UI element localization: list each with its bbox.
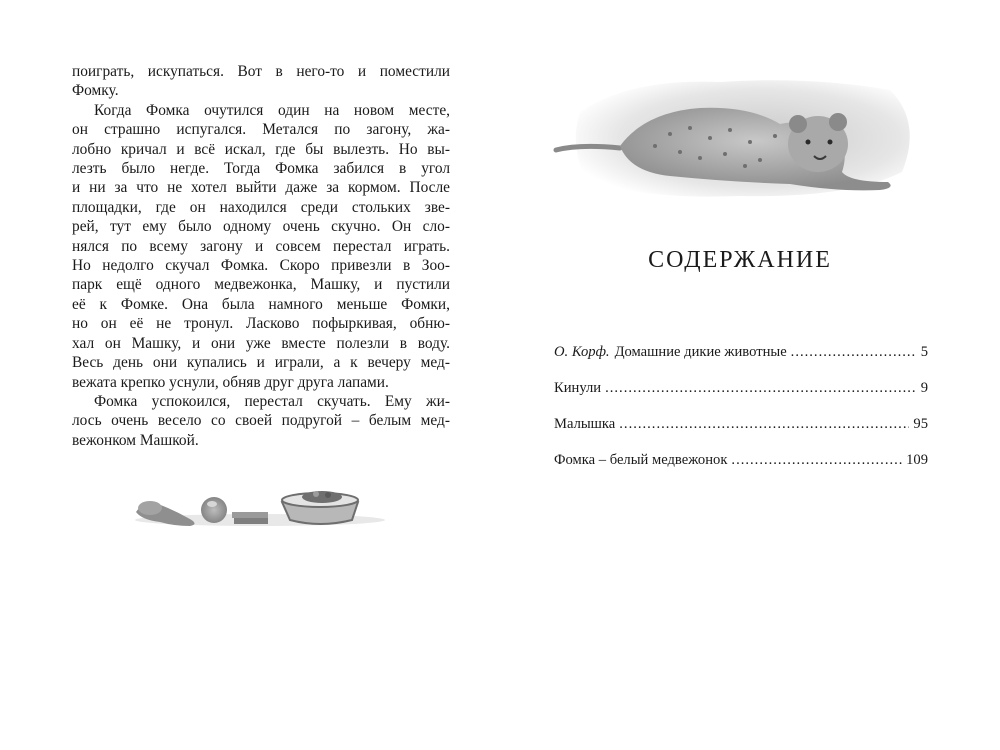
toc-entry[interactable] (554, 380, 928, 416)
cub-illustration (550, 72, 930, 207)
text-line: рей, тут ему было одному очень скучно. Он сло- (72, 218, 450, 236)
toc-entry[interactable] (554, 344, 928, 380)
text-line: её к Фомке. Она была намного меньше Фомки, (72, 295, 450, 313)
toc-page-number: 5 (920, 344, 928, 360)
text-line: лось очень весело со своей подругой – белым мед- (72, 412, 450, 430)
text-line: лобно кричал и всё искал, где бы вылезть. Но вы- (72, 140, 450, 158)
toc-entry[interactable] (554, 416, 928, 452)
toc-title: Домашние дикие животные (614, 344, 787, 360)
toc-leader (619, 416, 909, 433)
text-line: он страшно испугался. Метался по загону, жа- (72, 121, 450, 139)
toc-page-number: 109 (906, 452, 928, 468)
text-line: Фомка успокоился, перестал скучать. Ему жи- (94, 392, 450, 410)
text-line: хал он Машку, и они уже вместе полезли в воду. (72, 334, 450, 352)
text-line: но он её не тронул. Ласково пофыркивая, обню- (72, 315, 450, 333)
text-line: лезть было негде. Тогда Фомка забился в угол (72, 160, 450, 178)
text-line: поиграть, искупаться. Вот в него-то и поместили (72, 63, 450, 80)
text-line: парк ещё одного медвежонка, Машку, и пустили (72, 276, 450, 294)
text-line: Фомку. (72, 82, 119, 100)
text-line: и ни за что не хотел выйти даже за кормом. После (72, 179, 450, 197)
text-line: Весь день они купались и играли, а к вечеру мед- (72, 354, 450, 372)
text-line: Но недолго скучал Фомка. Скоро привезли в Зоо- (72, 257, 450, 275)
toc-entry[interactable] (554, 452, 928, 488)
text-line: вежонком Машкой. (72, 431, 199, 449)
food-bowl-illustration (130, 482, 390, 532)
text-line: вежата крепко уснули, обняв друг друга лапами. (72, 373, 389, 391)
toc-title: Фомка – белый медвежонок (554, 452, 728, 468)
right-page (550, 0, 930, 750)
toc-leader (791, 344, 917, 361)
toc-leader (605, 380, 917, 397)
toc-title: Малышка (554, 416, 616, 432)
text-line: Когда Фомка очутился один на новом месте, (94, 101, 450, 119)
toc-page-number: 9 (920, 380, 928, 396)
toc-author: О. Корф. (554, 344, 610, 360)
table-of-contents (554, 344, 928, 488)
toc-leader (731, 452, 902, 469)
left-page-text (72, 62, 450, 450)
page-title: СОДЕРЖАНИЕ (648, 247, 832, 273)
text-line: площадки, где он находился среди стольких зве- (72, 198, 450, 216)
toc-title: Кинули (554, 380, 602, 396)
text-line: нялся по всему загону и совсем перестал играть. (72, 237, 450, 255)
toc-page-number: 95 (913, 416, 928, 432)
